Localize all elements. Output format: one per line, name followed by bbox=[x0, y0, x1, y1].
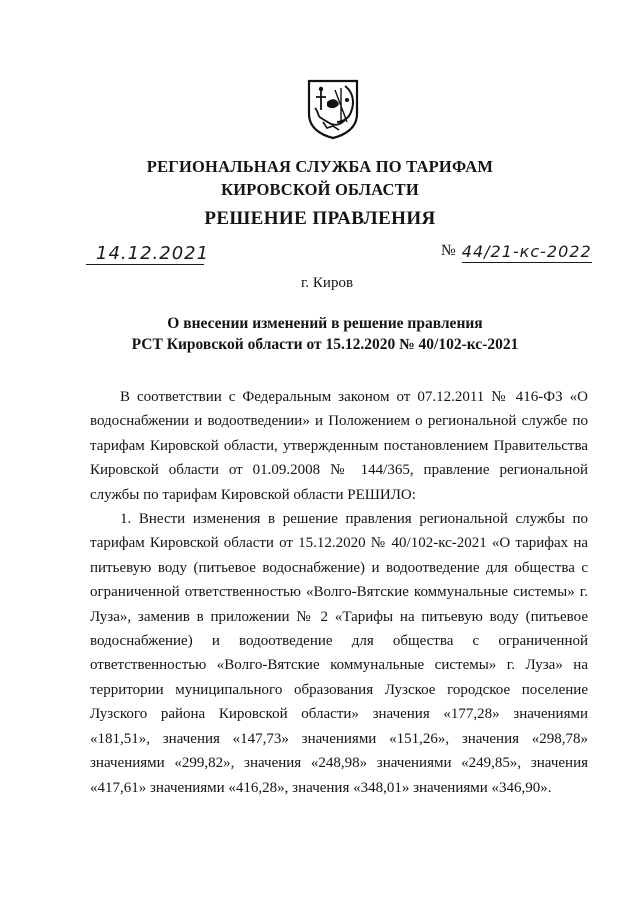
organization-name-line-1: РЕГИОНАЛЬНАЯ СЛУЖБА ПО ТАРИФАМ bbox=[146, 157, 494, 176]
body-paragraph-1: В соответствии с Федеральным законом от 07.12.2011 № 416-ФЗ «О водоснабжении и водоотведении» и Положением о региональной службе по тарифам Кировской области, утвержденным постановлением Правительства Кировской области от 01.09.2008 № 144/365, правление региональной службы по тарифам Кировской области РЕШИЛО: bbox=[90, 389, 588, 503]
organization-name-line-2: КИРОВСКОЙ ОБЛАСТИ bbox=[221, 180, 419, 199]
city-label: г. Киров bbox=[300, 275, 354, 291]
body-paragraph-2: 1. Внести изменения в решение правления региональной службы по тарифам Кировской области от 15.12.2020 № 40/102-кс-2021 «О тарифах на питьевую воду (питьевое водоснабжение) и водоотведение для общества с ограниченной ответственностью «Волго-Вятские коммунальные системы» г. Луза», заменив в приложении № 2 «Тарифы на питьевую воду (питьевое водоснабжение) и водоотведение для общества с ограниченной ответственностью «Волго-Вятские коммунальные системы» г. Луза» на территории муниципального образования Лузское городское поселение Лузского района Кировской области» значения «177,28» значениями «181,51», значения «147,73» значениями «151,26», значения «298,78» значениями «299,82», значения «248,98» значениями «249,85», значения «417,61» значениями «416,28», значения «348,01» значениями «346,90». bbox=[90, 511, 588, 796]
document-title: РЕШЕНИЕ ПРАВЛЕНИЯ bbox=[204, 208, 436, 229]
document-body bbox=[90, 385, 588, 800]
coat-of-arms-icon bbox=[305, 78, 361, 140]
subject-line-1: О внесении изменений в решение правления bbox=[167, 315, 483, 332]
decision-date-field bbox=[86, 243, 210, 265]
decision-date: 14.12.2021 bbox=[86, 244, 204, 265]
decision-number-field bbox=[441, 242, 592, 263]
number-sign: № bbox=[441, 242, 456, 259]
decision-number: 44/21-кс-2022 bbox=[461, 242, 592, 261]
subject-line-2: РСТ Кировской области от 15.12.2020 № 40/102-кс-2021 bbox=[131, 336, 519, 353]
